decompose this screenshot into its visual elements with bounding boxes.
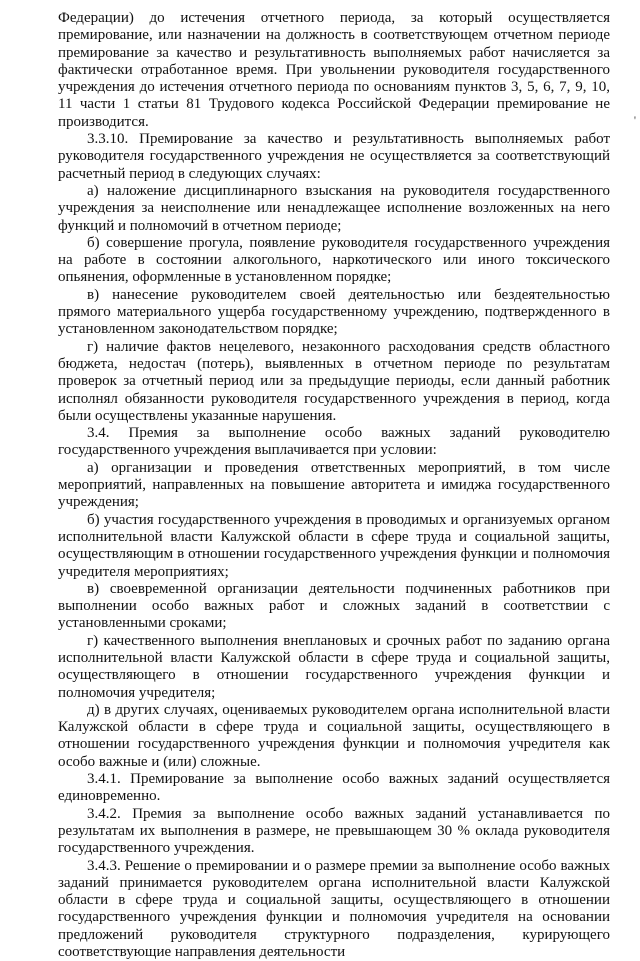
- paragraph-item-v: в) нанесение руководителем своей деятельностью или бездеятельностью прямого материального ущерба государственному учреждению, подтвержденного в установленном законодательством порядке;: [58, 286, 610, 338]
- paragraph-3-4-2: 3.4.2. Премия за выполнение особо важных заданий устанавливается по результатам их выполнения в размере, не превышающем 30 % оклада руководителя государственного учреждения.: [58, 805, 610, 857]
- paragraph-item-b: б) совершение прогула, появление руководителя государственного учреждения на работе в состоянии алкогольного, наркотического или иного токсического опьянения, оформленные в установленном порядке;: [58, 234, 610, 286]
- paragraph-3-4-item-b: б) участия государственного учреждения в проводимых и организуемых органом исполнительной власти Калужской области в сфере труда и социальной защиты, осуществляющим в отношении государственного учреждения функции и полномочия учредителя мероприятиях;: [58, 511, 610, 580]
- paragraph-3-3-10: 3.3.10. Премирование за качество и результативность выполняемых работ руководителя государственного учреждения не осуществляется за соответствующий расчетный период в следующих случаях:: [58, 131, 610, 182]
- paragraph-3-4-item-g: г) качественного выполнения внеплановых и срочных работ по заданию органа исполнительной власти Калужской области в сфере труда и социальной защиты, осуществляющего в отношении государственного учреждения функции и полномочия учредителя;: [58, 632, 610, 701]
- margin-mark: ': [633, 113, 636, 127]
- paragraph-continuation: Федерации) до истечения отчетного периода, за который осуществляется премирование, или назначении на должность в соответствующем отчетном периоде премирование за качество и результативность выполняемых работ начисляется за фактически отработанное время. При увольнении руководителя государственного учреждения до истечения отчетного периода по основаниям пунктов 3, 5, 6, 7, 9, 10, 11 части 1 статьи 81 Трудового кодекса Российской Федерации премирование не производится.: [58, 10, 610, 130]
- paragraph-3-4-item-v: в) своевременной организации деятельности подчиненных работников при выполнении особо важных работ и сложных заданий в соответствии с установленными сроками;: [58, 580, 610, 632]
- paragraph-3-4: 3.4. Премия за выполнение особо важных заданий руководителю государственного учреждения выплачивается при условии:: [58, 425, 610, 459]
- paragraph-3-4-item-d: д) в других случаях, оцениваемых руководителем органа исполнительной власти Калужской области в сфере труда и социальной защиты, осуществляющего в отношении государственного учреждения функции и полномочия учредителя как особо важные и (или) сложные.: [58, 701, 610, 770]
- paragraph-3-4-1: 3.4.1. Премирование за выполнение особо важных заданий осуществляется единовременно.: [58, 771, 610, 805]
- paragraph-item-g: г) наличие фактов нецелевого, незаконного расходования средств областного бюджета, недостач (потерь), выявленных в отчетном периоде по результатам проверок за отчетный период или за предыдущие периоды, если данный работник исполнял обязанности руководителя государственного учреждения в период, когда были осуществлены указанные нарушения.: [58, 338, 610, 424]
- paragraph-3-4-3: 3.4.3. Решение о премировании и о размере премии за выполнение особо важных заданий принимается руководителем органа исполнительной власти Калужской области в сфере труда и социальной защиты, осуществляющего в отношении государственного учреждения функции и полномочия учредителя на основании предложений руководителя структурного подразделения, курирующего соответствующие направления деятельности: [58, 857, 610, 961]
- paragraph-item-a: а) наложение дисциплинарного взыскания на руководителя государственного учреждения за неисполнение или ненадлежащее исполнение возложенных на него функций и полномочий в отчетном периоде;: [58, 182, 610, 234]
- paragraph-3-4-item-a: а) организации и проведения ответственных мероприятий, в том числе мероприятий, направленных на повышение авторитета и имиджа государственного учреждения;: [58, 459, 610, 511]
